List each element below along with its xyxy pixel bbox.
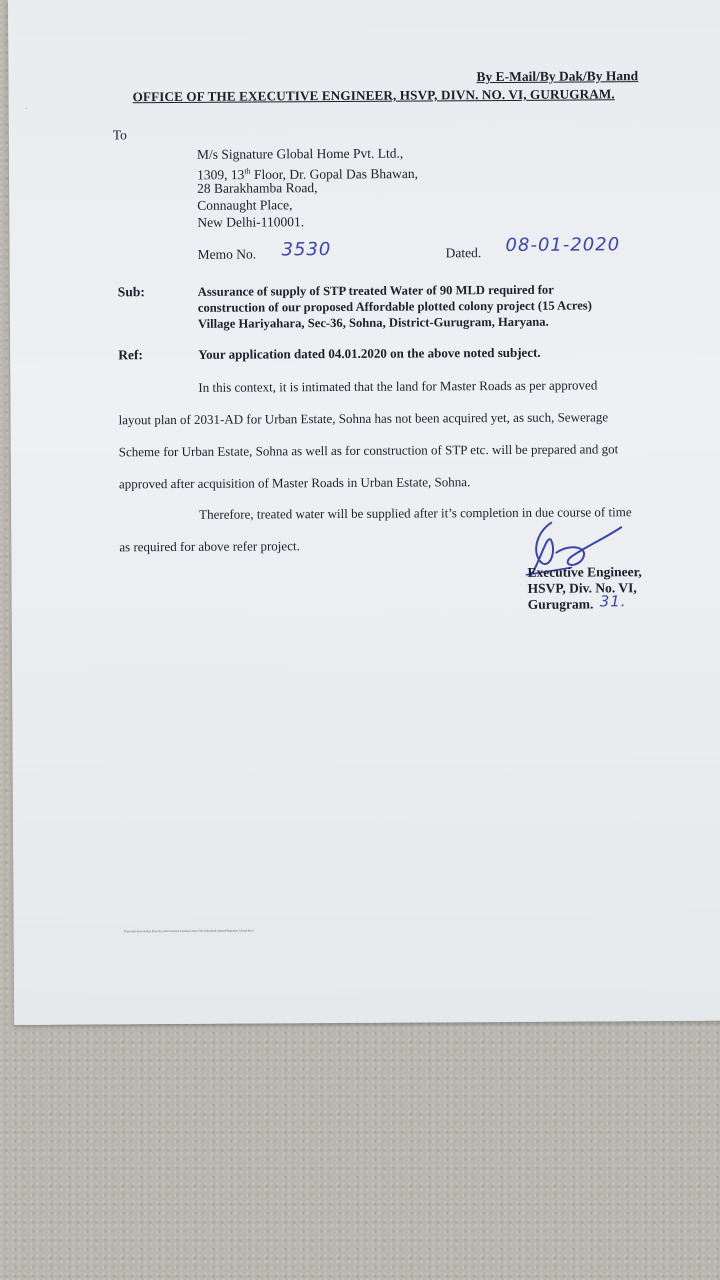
signatory-initial: 31. <box>599 592 627 611</box>
body-line: as required for above refer project. <box>119 538 300 555</box>
addressee-line: New Delhi-110001. <box>197 214 305 230</box>
body-line: layout plan of 2031-AD for Urban Estate, Sohna has not been acquired yet, as such, Sewerage <box>118 409 609 428</box>
body-line: In this context, it is intimated that the land for Master Roads as per approved <box>198 377 598 395</box>
subject-line: construction of our proposed Affordable plotted colony project (15 Acres) <box>197 298 592 315</box>
to-label: To <box>112 127 127 143</box>
addressee-line: 28 Barakhamba Road, <box>197 180 318 196</box>
date-handwritten: 08-01-2020 <box>505 234 621 256</box>
addressee-line: 1309, 13th Floor, Dr. Gopal Das Bhawan, <box>197 165 419 183</box>
stray-mark: ˙ <box>24 105 28 116</box>
office-heading: OFFICE OF THE EXECUTIVE ENGINEER, HSVP, DIVN. NO. VI, GURUGRAM. <box>132 86 615 105</box>
memo-number-handwritten: 3530 <box>281 239 332 261</box>
body-line: Scheme for Urban Estate, Sohna as well as for construction of STP etc. will be prepared and got <box>118 441 619 460</box>
dated-label: Dated. <box>445 245 482 261</box>
addressee-line: M/s Signature Global Home Pvt. Ltd., <box>196 145 404 162</box>
addressee-line: Connaught Place, <box>197 197 293 213</box>
memo-label: Memo No. <box>197 246 257 262</box>
footer-file-path: D:\paaroli drive\Sohna Branch Letter\Clearance\Sohna Letter File\Affordable plotted\Signature Global.docx <box>123 928 254 934</box>
reference-text: Your application dated 04.01.2020 on the above noted subject. <box>198 344 541 362</box>
delivery-mode: By E-Mail/By Dak/By Hand <box>476 68 639 85</box>
subject-label: Sub: <box>117 284 145 300</box>
subject-line: Village Hariyahara, Sec-36, Sohna, District-Gurugram, Haryana. <box>197 314 549 331</box>
signatory-division: HSVP, Div. No. VI, <box>527 580 637 596</box>
body-line: approved after acquisition of Master Roads in Urban Estate, Sohna. <box>118 474 471 492</box>
signatory-place: Gurugram. <box>527 596 594 612</box>
subject-line: Assurance of supply of STP treated Water of 90 MLD required for <box>197 282 554 299</box>
reference-label: Ref: <box>118 347 143 363</box>
letter-page <box>8 0 720 1025</box>
signatory-title: Executive Engineer, <box>527 564 642 580</box>
body-line: Therefore, treated water will be supplied after it’s completion in due course of time <box>199 504 632 522</box>
